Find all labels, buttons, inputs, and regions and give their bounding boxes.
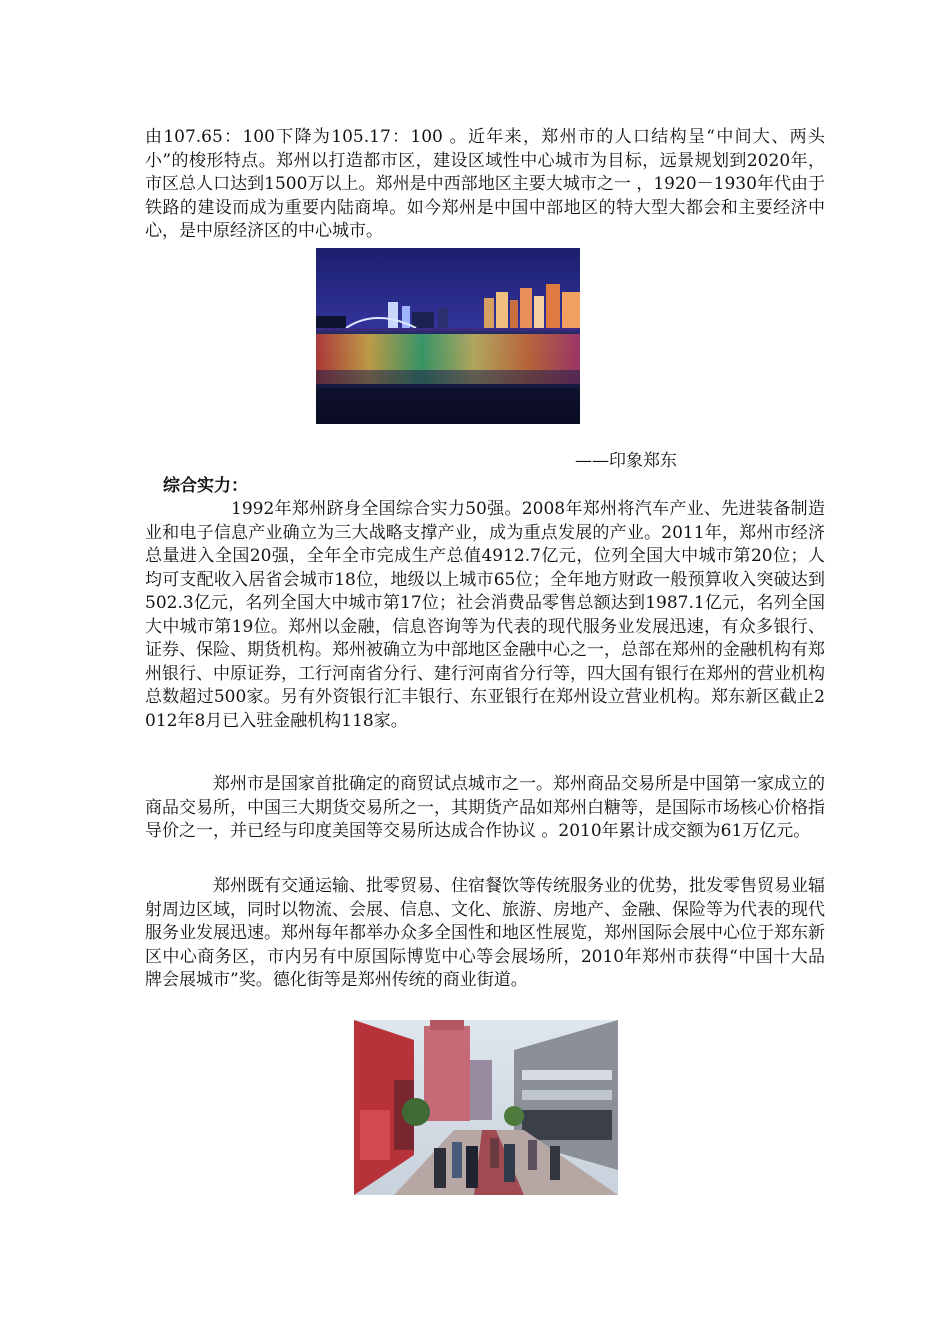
zhengdong-night-photo — [316, 248, 580, 424]
photo-caption: ——印象郑东 — [575, 451, 677, 471]
paragraph-services: 郑州既有交通运输、批零贸易、住宿餐饮等传统服务业的优势，批发零售贸易业辐射周边区域，同时以物流、会展、信息、文化、旅游、房地产、金融、保险等为代表的现代服务业发展迅速。郑州每年都举办众多全国性和地区性展览，郑州国际会展中心位于郑东新区中心商务区，市内另有中原国际博览中心等会展场所，2010年郑州市获得“中国十大品牌会展城市”奖。德化街等是郑州传统的商业街道。 — [145, 876, 825, 990]
paragraph-economy: 1992年郑州跻身全国综合实力50强。2008年郑州将汽车产业、先进装备制造业和电子信息产业确立为三大战略支撑产业，成为重点发展的产业。2011年，郑州市经济总量进入全国20强，全年全市完成生产总值4912.7亿元，位列全国大中城市第20位；人均可支配收入居省会城市18位，地级以上城市65位；全年地方财政一般预算收入突破达到502.3亿元，名列全国大中城市第17位；社会消费品零售总额达到1987.1亿元，名列全国大中城市第19位。郑州以金融，信息咨询等为代表的现代服务业发展迅速，有众多银行、证券、保险、期货机构。郑州被确立为中部地区金融中心之一，总部在郑州的金融机构有郑州银行、中原证券，工行河南省分行、建行河南省分行等，四大国有银行在郑州的营业机构总数超过500家。另有外资银行汇丰银行、东亚银行在郑州设立营业机构。郑东新区截止2012年8月已入驻金融机构118家。 — [145, 499, 825, 731]
paragraph-population: 由107.65：100下降为105.17：100 。近年来，郑州市的人口结构呈“中间大、两头小”的梭形特点。郑州以打造都市区，建设区域性中心城市为目标，远景规划到2020年，市区总人口达到1500万以上。郑州是中西部地区主要大城市之一 ，1920－1930年代由于铁路的建设而成为重要内陆商埠。如今郑州是中国中部地区的特大型大都会和主要经济中心，是中原经济区的中心城市。 — [145, 127, 825, 241]
section-heading: 综合实力： — [163, 476, 248, 496]
dehua-street-photo — [354, 1020, 618, 1195]
paragraph-commerce: 郑州市是国家首批确定的商贸试点城市之一。郑州商品交易所是中国第一家成立的商品交易所，中国三大期货交易所之一，其期货产品如郑州白糖等，是国际市场核心价格指导价之一，并已经与印度美国等交易所达成合作协议 。2010年累计成交额为61万亿元。 — [145, 774, 825, 841]
shopping-street-image — [354, 1020, 618, 1195]
night-skyline-image — [316, 248, 580, 424]
